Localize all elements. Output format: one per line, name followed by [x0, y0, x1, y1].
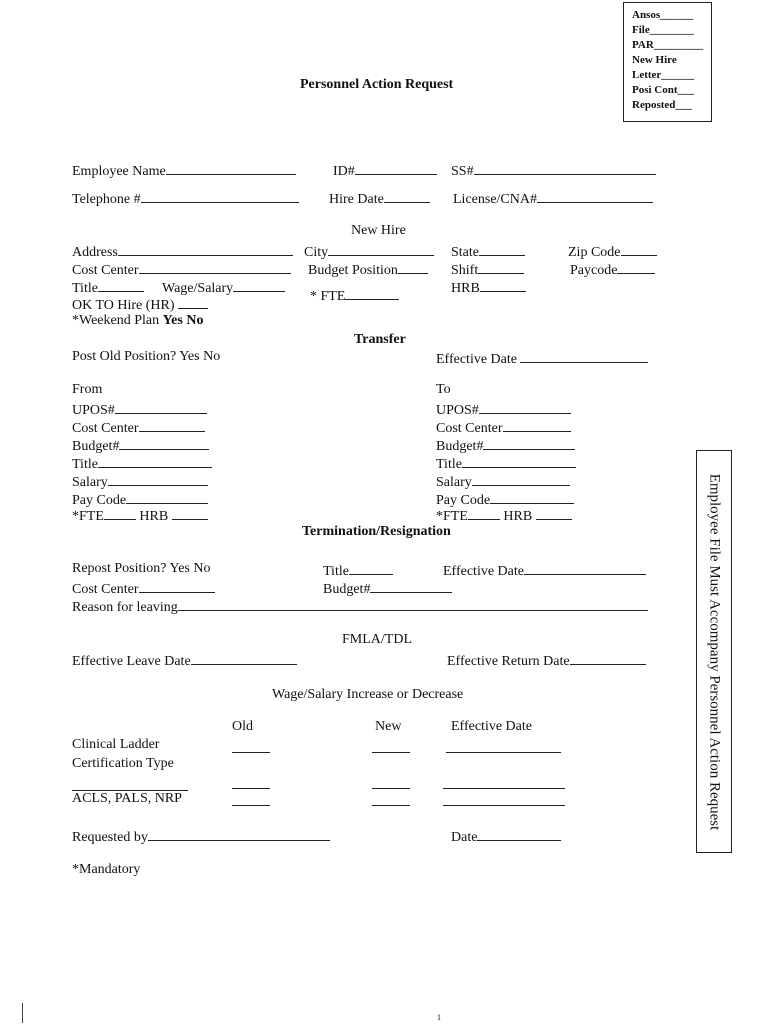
from-title-field[interactable]: Title [72, 454, 212, 473]
certification-line[interactable] [72, 790, 188, 791]
new-clinical-line[interactable] [372, 752, 410, 753]
termination-budget-field[interactable]: Budget# [323, 579, 452, 598]
to-title-field[interactable]: Title [436, 454, 576, 473]
budget-position-field[interactable]: Budget Position [308, 260, 428, 279]
cost-center-field[interactable]: Cost Center [72, 260, 291, 279]
page-title: Personnel Action Request [300, 77, 454, 92]
to-fte-hrb-field[interactable]: *FTE HRB [436, 506, 572, 525]
tag-posi-cont: Posi Cont___ [632, 84, 695, 96]
old-clinical-line[interactable] [232, 752, 270, 753]
fte-field[interactable]: * FTE [310, 274, 399, 305]
page-number: 1 [437, 1013, 441, 1022]
termination-title-field[interactable]: Title [323, 561, 393, 580]
reason-for-leaving-field[interactable]: Reason for leaving [72, 597, 648, 616]
ok-to-hire-field[interactable]: OK TO Hire (HR) [72, 295, 208, 314]
side-notice-text: Employee File Must Accompany Personnel Action Request [706, 473, 723, 831]
fmla-heading: FMLA/TDL [342, 632, 412, 647]
mandatory-note: *Mandatory [72, 862, 141, 877]
transfer-heading: Transfer [354, 332, 406, 347]
to-label: To [436, 382, 451, 397]
employee-name-field[interactable]: Employee Name [72, 161, 296, 180]
weekend-plan[interactable]: *Weekend Plan Yes No [72, 313, 204, 328]
routing-tag-box [623, 2, 712, 122]
termination-heading: Termination/Resignation [302, 524, 451, 539]
tag-ansos: Ansos______ [632, 9, 694, 21]
state-field[interactable]: State [451, 242, 525, 261]
old-column-label: Old [232, 719, 253, 734]
from-salary-field[interactable]: Salary [72, 472, 208, 491]
old-cert-line[interactable] [232, 788, 270, 789]
to-upos-field[interactable]: UPOS# [436, 400, 571, 419]
termination-effective-date-field[interactable]: Effective Date [443, 561, 646, 580]
from-pay-code-field[interactable]: Pay Code [72, 490, 208, 509]
city-field[interactable]: City [304, 242, 434, 261]
paycode-field[interactable]: Paycode [570, 260, 655, 279]
clinical-ladder-label: Clinical Ladder [72, 737, 160, 752]
wage-salary-field[interactable]: Wage/Salary [162, 278, 285, 297]
telephone-field[interactable]: Telephone # [72, 189, 299, 208]
tag-letter: Letter______ [632, 69, 695, 81]
date-cert-line[interactable] [443, 788, 565, 789]
from-upos-field[interactable]: UPOS# [72, 400, 207, 419]
acls-label: ACLS, PALS, NRP [72, 791, 182, 806]
leave-date-field[interactable]: Effective Leave Date [72, 651, 297, 670]
zip-code-field[interactable]: Zip Code [568, 242, 657, 261]
return-date-field[interactable]: Effective Return Date [447, 651, 646, 670]
certification-type-label: Certification Type [72, 756, 174, 771]
to-salary-field[interactable]: Salary [436, 472, 570, 491]
ss-field[interactable]: SS# [451, 161, 656, 180]
wage-heading: Wage/Salary Increase or Decrease [272, 687, 464, 702]
tag-file: File________ [632, 24, 694, 36]
new-column-label: New [375, 719, 402, 734]
tag-reposted: Reposted___ [632, 99, 692, 111]
old-acls-line[interactable] [232, 805, 270, 806]
from-fte-hrb-field[interactable]: *FTE HRB [72, 506, 208, 525]
from-label: From [72, 382, 103, 397]
hire-date-field[interactable]: Hire Date [329, 189, 430, 208]
tag-par: PAR_________ [632, 39, 704, 51]
requested-by-field[interactable]: Requested by [72, 827, 330, 846]
hrb-field[interactable]: HRB [451, 278, 526, 297]
transfer-effective-date-field[interactable]: Effective Date [436, 349, 648, 368]
tag-new-hire: New Hire [632, 54, 677, 66]
to-pay-code-field[interactable]: Pay Code [436, 490, 574, 509]
effective-date-column-label: Effective Date [451, 719, 532, 734]
new-acls-line[interactable] [372, 805, 410, 806]
from-cost-center-field[interactable]: Cost Center [72, 418, 205, 437]
post-old-position[interactable]: Post Old Position? Yes No [72, 349, 221, 364]
from-budget-field[interactable]: Budget# [72, 436, 209, 455]
termination-cost-center-field[interactable]: Cost Center [72, 579, 215, 598]
license-field[interactable]: License/CNA# [453, 189, 653, 208]
repost-position[interactable]: Repost Position? Yes No [72, 561, 211, 576]
title-field[interactable]: Title [72, 278, 144, 297]
new-hire-heading: New Hire [351, 223, 406, 238]
shift-field[interactable]: Shift [451, 260, 524, 279]
new-cert-line[interactable] [372, 788, 410, 789]
date-field[interactable]: Date [451, 827, 561, 846]
date-acls-line[interactable] [443, 805, 565, 806]
date-clinical-line[interactable] [446, 752, 561, 753]
address-field[interactable]: Address [72, 242, 293, 261]
to-cost-center-field[interactable]: Cost Center [436, 418, 571, 437]
page-edge-mark [22, 1003, 23, 1023]
id-field[interactable]: ID# [333, 161, 437, 180]
to-budget-field[interactable]: Budget# [436, 436, 575, 455]
